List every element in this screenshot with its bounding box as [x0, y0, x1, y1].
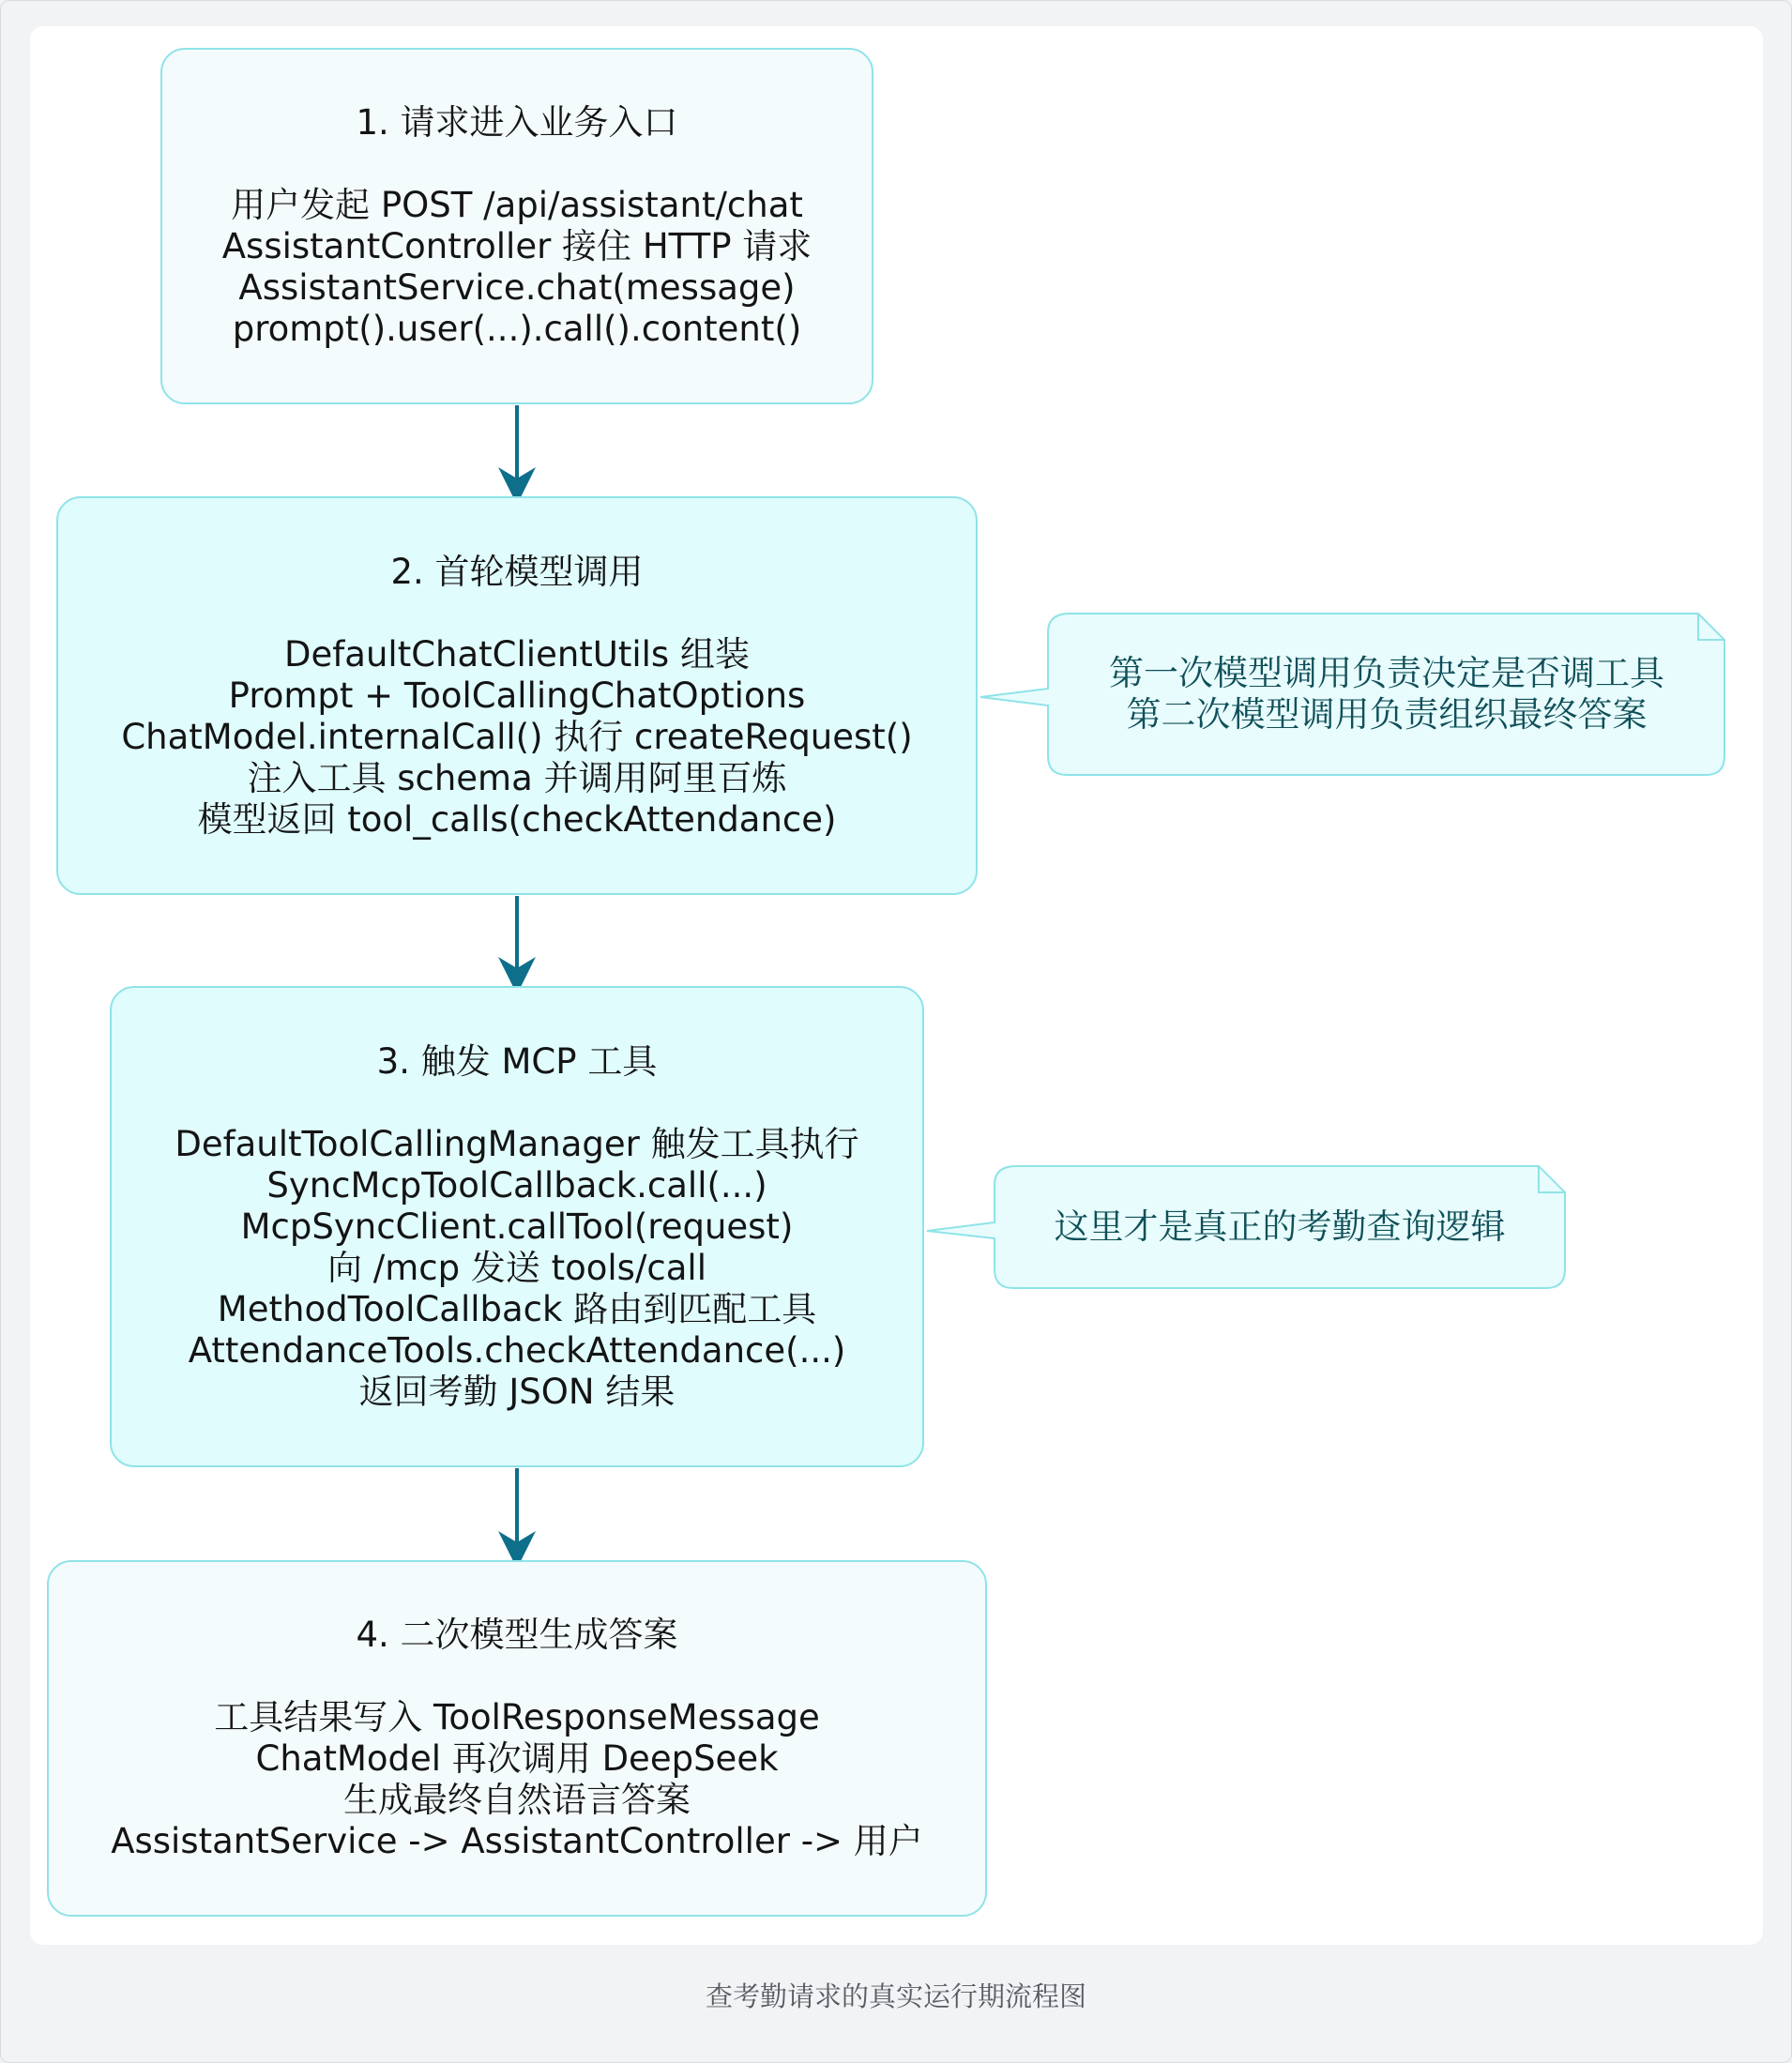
step-3-line: SyncMcpToolCallback.call(...) [266, 1164, 767, 1206]
step-1-line: prompt().user(...).call().content() [232, 309, 802, 349]
figure-caption: 查考勤请求的真实运行期流程图 [705, 1980, 1086, 2012]
step-2-line: 注入工具 schema 并调用阿里百炼 [247, 757, 787, 798]
step-3-line: AttendanceTools.checkAttendance(...) [188, 1329, 846, 1371]
note-2-line: 这里才是真正的考勤查询逻辑 [1054, 1206, 1506, 1247]
step-4-second-model-answer-box [47, 1560, 987, 1917]
step-3-line: MethodToolCallback 路由到匹配工具 [217, 1288, 817, 1329]
step-4-line: ChatModel 再次调用 DeepSeek [255, 1738, 779, 1779]
note-1-text [1048, 614, 1725, 775]
step-2-line: 模型返回 tool_calls(checkAttendance) [197, 798, 837, 840]
step-2-line: DefaultChatClientUtils 组装 [284, 633, 750, 675]
step-4-title: 4. 二次模型生成答案 [356, 1615, 678, 1655]
step-2-line: Prompt + ToolCallingChatOptions [228, 675, 806, 716]
step-2-title: 2. 首轮模型调用 [390, 551, 644, 592]
step-4-line: 工具结果写入 ToolResponseMessage [214, 1697, 820, 1737]
step-1-title: 1. 请求进入业务入口 [356, 102, 678, 143]
step-1-line: 用户发起 POST /api/assistant/chat [231, 185, 803, 225]
note-1-line: 第一次模型调用负责决定是否调工具 [1109, 653, 1664, 693]
step-3-line: DefaultToolCallingManager 触发工具执行 [175, 1123, 859, 1164]
step-3-line: 返回考勤 JSON 结果 [358, 1371, 676, 1412]
step-1-line: AssistantController 接住 HTTP 请求 [221, 226, 812, 266]
step-3-line: McpSyncClient.callTool(request) [240, 1206, 794, 1247]
step-1-request-entry-box [160, 48, 873, 404]
note-2-text [995, 1166, 1565, 1288]
step-3-line: 向 /mcp 发送 tools/call [327, 1247, 706, 1288]
step-1-line: AssistantService.chat(message) [238, 267, 796, 308]
step-4-line: AssistantService -> AssistantController -> 用户 [111, 1821, 923, 1861]
note-1-line: 第二次模型调用负责组织最终答案 [1126, 694, 1648, 735]
step-2-first-model-call-box [56, 496, 978, 895]
step-2-line: ChatModel.internalCall() 执行 createRequest() [121, 716, 913, 757]
step-3-title: 3. 触发 MCP 工具 [376, 1040, 658, 1082]
step-4-line: 生成最终自然语言答案 [343, 1780, 691, 1820]
step-3-mcp-tool-box [110, 986, 924, 1467]
